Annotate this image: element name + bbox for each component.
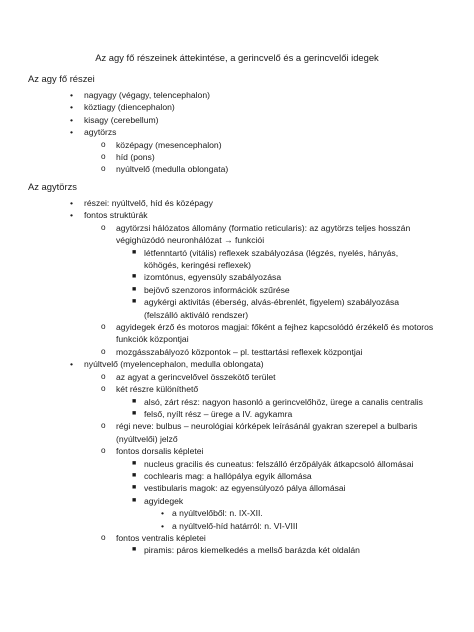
bullet-icon: • <box>70 210 74 221</box>
circle-bullet-icon: o <box>101 322 106 332</box>
bullet-icon: • <box>70 198 74 208</box>
list-item: ■ alsó, zárt rész: nagyon hasonló a gerincvelőhöz, ürege a canalis centralis <box>132 396 423 407</box>
brainstem-list <box>0 197 474 557</box>
list-item: o agytörzsi hálózatos állomány (formatio reticularis): az agytörzs teljes hosszán végighúzódó neuronhálózat → funkciói <box>101 222 411 246</box>
brain-parts-list <box>0 89 474 176</box>
circle-bullet-icon: o <box>101 421 106 431</box>
list-item: ■ agyidegek <box>132 495 184 506</box>
list-item: ■ vestibularis magok: az egyensúlyozó pálya állomásai <box>132 483 346 494</box>
list-item: o két részre különíthető <box>101 384 199 395</box>
bullet-icon: • <box>70 90 74 100</box>
circle-bullet-icon: o <box>101 139 106 149</box>
section-heading-brain-parts: Az agy fő részei <box>28 73 95 84</box>
square-bullet-icon: ■ <box>132 484 137 492</box>
circle-bullet-icon: o <box>101 346 106 356</box>
square-bullet-icon: ■ <box>132 298 137 306</box>
list-item: o nyúltvelő (medulla oblongata) <box>101 164 229 175</box>
document-title: Az agy fő részeinek áttekintése, a gerincvelő és a gerincvelői idegek <box>95 52 379 63</box>
square-bullet-icon: ■ <box>132 273 137 281</box>
circle-bullet-icon: o <box>101 164 106 174</box>
list-item: • a nyúltvelőből: n. IX-XII. <box>161 508 263 519</box>
square-bullet-icon: ■ <box>132 471 137 479</box>
list-item: • agytörzs <box>70 127 117 138</box>
list-item: ■ piramis: páros kiemelkedés a mellső barázda két oldalán <box>132 545 360 556</box>
bullet-icon: • <box>70 127 74 138</box>
circle-bullet-icon: o <box>101 384 106 394</box>
circle-bullet-icon: o <box>101 446 106 456</box>
list-item: • a nyúltvelő-híd határról: n. VI-VIII <box>161 520 298 531</box>
list-item: • köztiagy (diencephalon) <box>70 102 175 113</box>
list-item: o régi neve: bulbus – neurológiai kórképek leírásánál gyakran szerepel a bulbaris (nyúltvelői) jelző <box>101 421 418 444</box>
list-item: o fontos ventralis képletei <box>101 532 206 543</box>
square-bullet-icon: ■ <box>132 496 137 504</box>
circle-bullet-icon: o <box>101 152 106 162</box>
circle-bullet-icon: o <box>101 532 106 542</box>
square-bullet-icon: ■ <box>132 546 137 554</box>
list-item: ■ nucleus gracilis és cuneatus: felszálló érzőpályák átkapcsoló állomásai <box>132 458 414 469</box>
list-item: o fontos dorsalis képletei <box>101 446 204 457</box>
square-bullet-icon: ■ <box>132 248 137 256</box>
bullet-icon: • <box>70 114 74 125</box>
list-item: • nyúltvelő (myelencephalon, medulla oblongata) <box>70 359 264 370</box>
square-bullet-icon: ■ <box>132 397 137 405</box>
list-item: o híd (pons) <box>101 152 155 163</box>
list-item: • fontos struktúrák <box>70 210 148 221</box>
list-item: • részei: nyúltvelő, híd és középagy <box>70 198 213 208</box>
list-item: o középagy (mesencephalon) <box>101 139 222 150</box>
list-item: • nagyagy (végagy, telencephalon) <box>70 90 210 100</box>
bullet-icon: • <box>70 102 74 113</box>
bullet-icon: • <box>161 508 165 519</box>
list-item: ■ agykérgi aktivitás (éberség, alvás-ébrenlét, figyelem) szabályozása (felszálló aktiváló rendszer) <box>132 297 400 320</box>
list-item: ■ bejövő szenzoros információk szűrése <box>132 284 290 295</box>
section-heading-brainstem: Az agytörzs <box>28 181 77 192</box>
bullet-icon: • <box>70 359 74 370</box>
list-item: ■ izomtónus, egyensúly szabályozása <box>132 272 282 283</box>
list-item: ■ cochlearis mag: a hallópálya egyik állomása <box>132 470 312 481</box>
circle-bullet-icon: o <box>101 222 106 232</box>
circle-bullet-icon: o <box>101 371 106 381</box>
square-bullet-icon: ■ <box>132 285 137 293</box>
list-item: o az agyat a gerincvelővel összekötő terület <box>101 371 276 382</box>
square-bullet-icon: ■ <box>132 409 137 417</box>
square-bullet-icon: ■ <box>132 459 137 467</box>
bullet-icon: • <box>161 520 165 531</box>
list-item: • kisagy (cerebellum) <box>70 114 159 125</box>
list-item: ■ felső, nyílt rész – ürege a IV. agykamra <box>132 408 293 419</box>
list-item: ■ létfenntartó (vitális) reflexek szabályozása (légzés, nyelés, hányás, köhögés, keringési reflexek) <box>132 247 399 271</box>
list-item: o agyidegek érző és motoros magjai: főként a fejhez kapcsolódó érzékelő és motoros funkciók központjai <box>101 322 434 345</box>
list-item: o mozgásszabályozó központok – pl. testtartási reflexek központjai <box>101 346 363 357</box>
